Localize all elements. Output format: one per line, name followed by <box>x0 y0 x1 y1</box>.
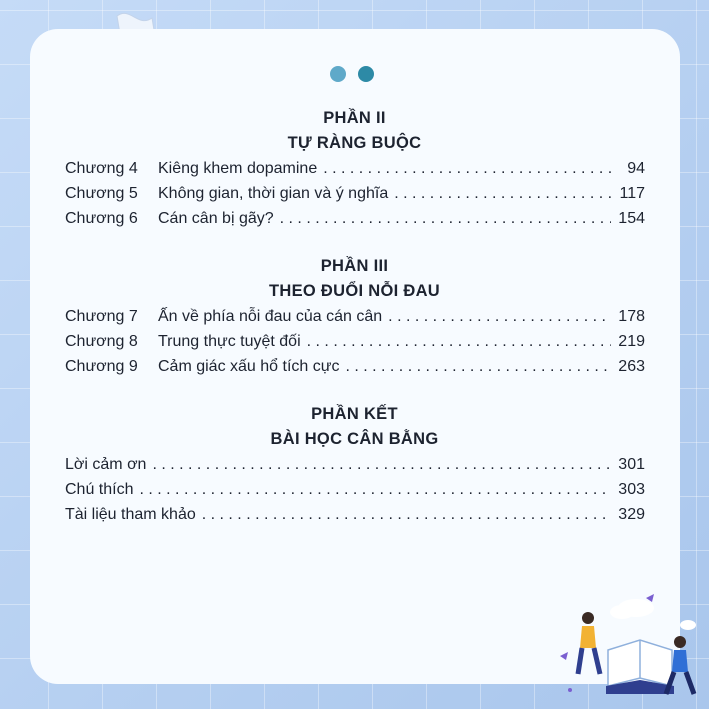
section-subtitle: BÀI HỌC CÂN BẰNG <box>270 430 439 448</box>
reading-people-illustration <box>548 590 703 705</box>
page-number: 329 <box>618 506 645 523</box>
chapter-title: Không gian, thời gian và ý nghĩa <box>158 185 389 202</box>
section-part-3 <box>0 254 709 304</box>
page-number: 117 <box>619 185 645 202</box>
chapter-title: Kiêng khem dopamine <box>158 160 318 177</box>
chapter-title: Cảm giác xấu hổ tích cực <box>158 358 340 375</box>
chapter-title: Tài liệu tham khảo <box>65 506 196 523</box>
chapter-title: Ấn về phía nỗi đau của cán cân <box>158 308 383 325</box>
dot-leader <box>307 330 611 354</box>
dot-leader <box>345 355 611 379</box>
toc-row[interactable] <box>65 330 645 354</box>
dot-leader <box>280 207 611 231</box>
dot-icon <box>330 66 346 82</box>
page-number: 303 <box>618 481 645 498</box>
chapter-title: Cán cân bị gãy? <box>158 210 274 227</box>
chapter-number: Chương 7 <box>65 308 138 325</box>
section-part-2 <box>0 106 709 156</box>
section-closing <box>0 402 709 452</box>
dot-icon <box>358 66 374 82</box>
toc-row[interactable] <box>65 453 645 477</box>
dot-leader <box>394 182 611 206</box>
chapter-number: Chương 4 <box>65 160 138 177</box>
chapter-title: Lời cảm ơn <box>65 456 147 473</box>
dot-leader <box>152 453 611 477</box>
dot-leader <box>323 157 611 181</box>
page-number: 219 <box>618 333 645 350</box>
section-part-title: PHẦN KẾT <box>311 405 398 423</box>
chapter-number: Chương 9 <box>65 358 138 375</box>
toc-row[interactable] <box>65 355 645 379</box>
page-number: 178 <box>618 308 645 325</box>
toc-row[interactable] <box>65 157 645 181</box>
toc-row[interactable] <box>65 182 645 206</box>
chapter-title: Chú thích <box>65 481 134 498</box>
dot-leader <box>388 305 611 329</box>
dot-leader <box>202 503 611 527</box>
page-number: 301 <box>618 456 645 473</box>
section-part-title: PHẦN II <box>323 109 386 127</box>
toc-row[interactable] <box>65 305 645 329</box>
section-subtitle: THEO ĐUỔI NỖI ĐAU <box>268 282 441 300</box>
toc-row[interactable] <box>65 478 645 502</box>
chapter-title: Trung thực tuyệt đối <box>158 333 301 350</box>
decorative-dots <box>330 66 374 82</box>
page-number: 263 <box>618 358 645 375</box>
chapter-number: Chương 6 <box>65 210 138 227</box>
page-number: 154 <box>618 210 645 227</box>
toc-row[interactable] <box>65 503 645 527</box>
chapter-number: Chương 8 <box>65 333 138 350</box>
page-number: 94 <box>627 160 645 177</box>
section-part-title: PHẦN III <box>320 257 389 275</box>
chapter-number: Chương 5 <box>65 185 138 202</box>
toc-row[interactable] <box>65 207 645 231</box>
section-subtitle: TỰ RÀNG BUỘC <box>287 134 422 152</box>
dot-leader <box>139 478 611 502</box>
